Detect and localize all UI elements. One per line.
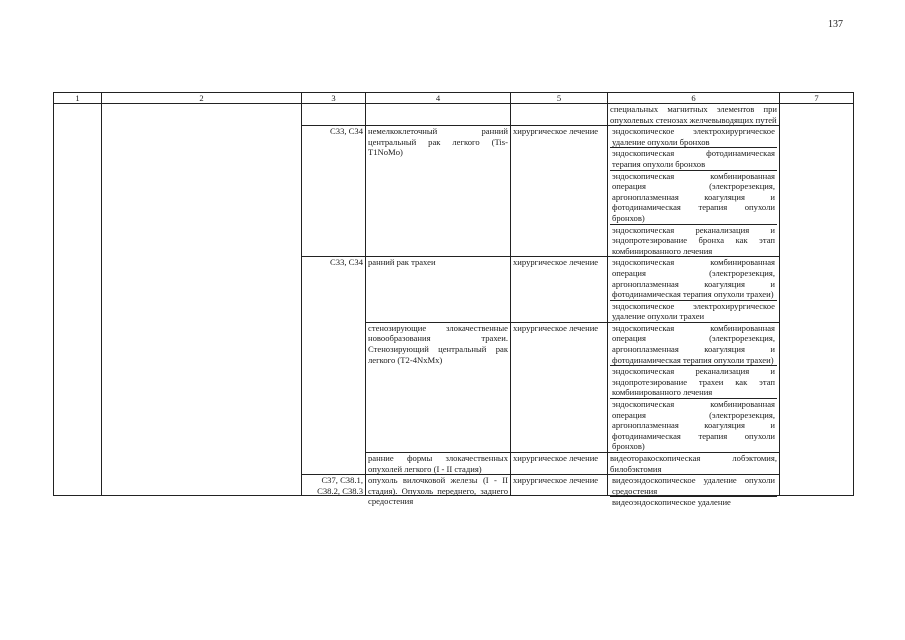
cell-treatment: хирургическое лечение <box>511 257 608 323</box>
cell-treatment: хирургическое лечение <box>511 453 608 475</box>
column-header-5: 5 <box>511 93 608 104</box>
cell-method: видеоторакоскопическая лобэктомия, билобэктомия <box>608 453 780 475</box>
cell-methods <box>608 322 780 452</box>
column-header-6: 6 <box>608 93 780 104</box>
cell-col7 <box>780 104 854 496</box>
condition-text: опухоль вилочковой железы (I - II стадия). Опухоль переднего, заднего средостения <box>368 475 508 507</box>
cell-methods <box>608 475 780 508</box>
cell-condition: ранние формы злокачественных опухолей легкого (I - II стадия) <box>366 453 511 475</box>
method-item: видеоэндоскопическое удаление <box>612 497 731 508</box>
method-item: эндоскопическое электрохирургическое удаление опухоли трахеи <box>612 300 775 322</box>
table-header-row <box>54 93 854 104</box>
cell-codes <box>302 475 366 496</box>
method-item: эндоскопическая комбинированная операция (электрорезекция, аргоноплазменная коагуляция и фотодинамическая терапия опухоли бронхов) <box>612 399 775 452</box>
cell-methods <box>608 126 780 257</box>
method-item: эндоскопическая комбинированная операция (электрорезекция, аргоноплазменная коагуляция и фотодинамическая терапия опухоли трахеи) <box>612 257 775 300</box>
codes-text: C37, C38.1, C38.2, C38.3 <box>317 475 363 496</box>
cell-col2 <box>102 104 302 496</box>
medical-services-table <box>53 92 854 508</box>
cell-condition: немелкоклеточный ранний центральный рак легкого (Tis-T1NoMo) <box>366 126 511 257</box>
column-header-3: 3 <box>302 93 366 104</box>
cell-treatment: хирургическое лечение <box>511 322 608 452</box>
cell-condition <box>366 104 511 126</box>
cell-method: специальных магнитных элементов при опухолевых стенозах желчевыводящих путей <box>608 104 780 126</box>
method-item: эндоскопическая комбинированная операция (электрорезекция, аргоноплазменная коагуляция и фотодинамическая терапия опухоли трахеи) <box>612 322 775 365</box>
methods-clip <box>610 475 777 508</box>
cell-codes: C33, C34 <box>302 126 366 257</box>
column-header-2: 2 <box>102 93 302 104</box>
cell-condition: стенозирующие злокачественные новообразования трахеи. Стенозирующий центральный рак легкого (T2-4NxMx) <box>366 322 511 452</box>
method-item: эндоскопическая комбинированная операция (электрорезекция, аргоноплазменная коагуляция и фотодинамическая терапия опухоли бронхов) <box>612 170 775 223</box>
cell-condition: ранний рак трахеи <box>366 257 511 323</box>
cell-treatment: хирургическое лечение <box>511 126 608 257</box>
method-item: эндоскопическое электрохирургическое удаление опухоли бронхов <box>612 126 775 147</box>
treatment-text: хирургическое лечение <box>513 475 599 486</box>
cell-treatment <box>511 104 608 126</box>
method-item: видеоэндоскопическое удаление опухоли средостения <box>612 475 775 496</box>
column-header-1: 1 <box>54 93 102 104</box>
cell-condition <box>366 475 511 507</box>
cell-codes: C33, C34 <box>302 257 366 475</box>
method-item: эндоскопическая реканализация и эндопротезирование бронха как этап комбинированного лечения <box>612 224 775 256</box>
cell-methods <box>608 257 780 323</box>
method-item: эндоскопическая реканализация и эндопротезирование трахеи как этап комбинированного лечения <box>612 366 775 398</box>
cell-treatment <box>511 475 608 496</box>
table-row <box>54 104 854 126</box>
cell-codes <box>302 104 366 126</box>
page-number: 137 <box>828 19 843 30</box>
column-header-7: 7 <box>780 93 854 104</box>
method-item: эндоскопическая фотодинамическая терапия опухоли бронхов <box>612 148 775 169</box>
column-header-4: 4 <box>366 93 511 104</box>
cell-col1 <box>54 104 102 496</box>
